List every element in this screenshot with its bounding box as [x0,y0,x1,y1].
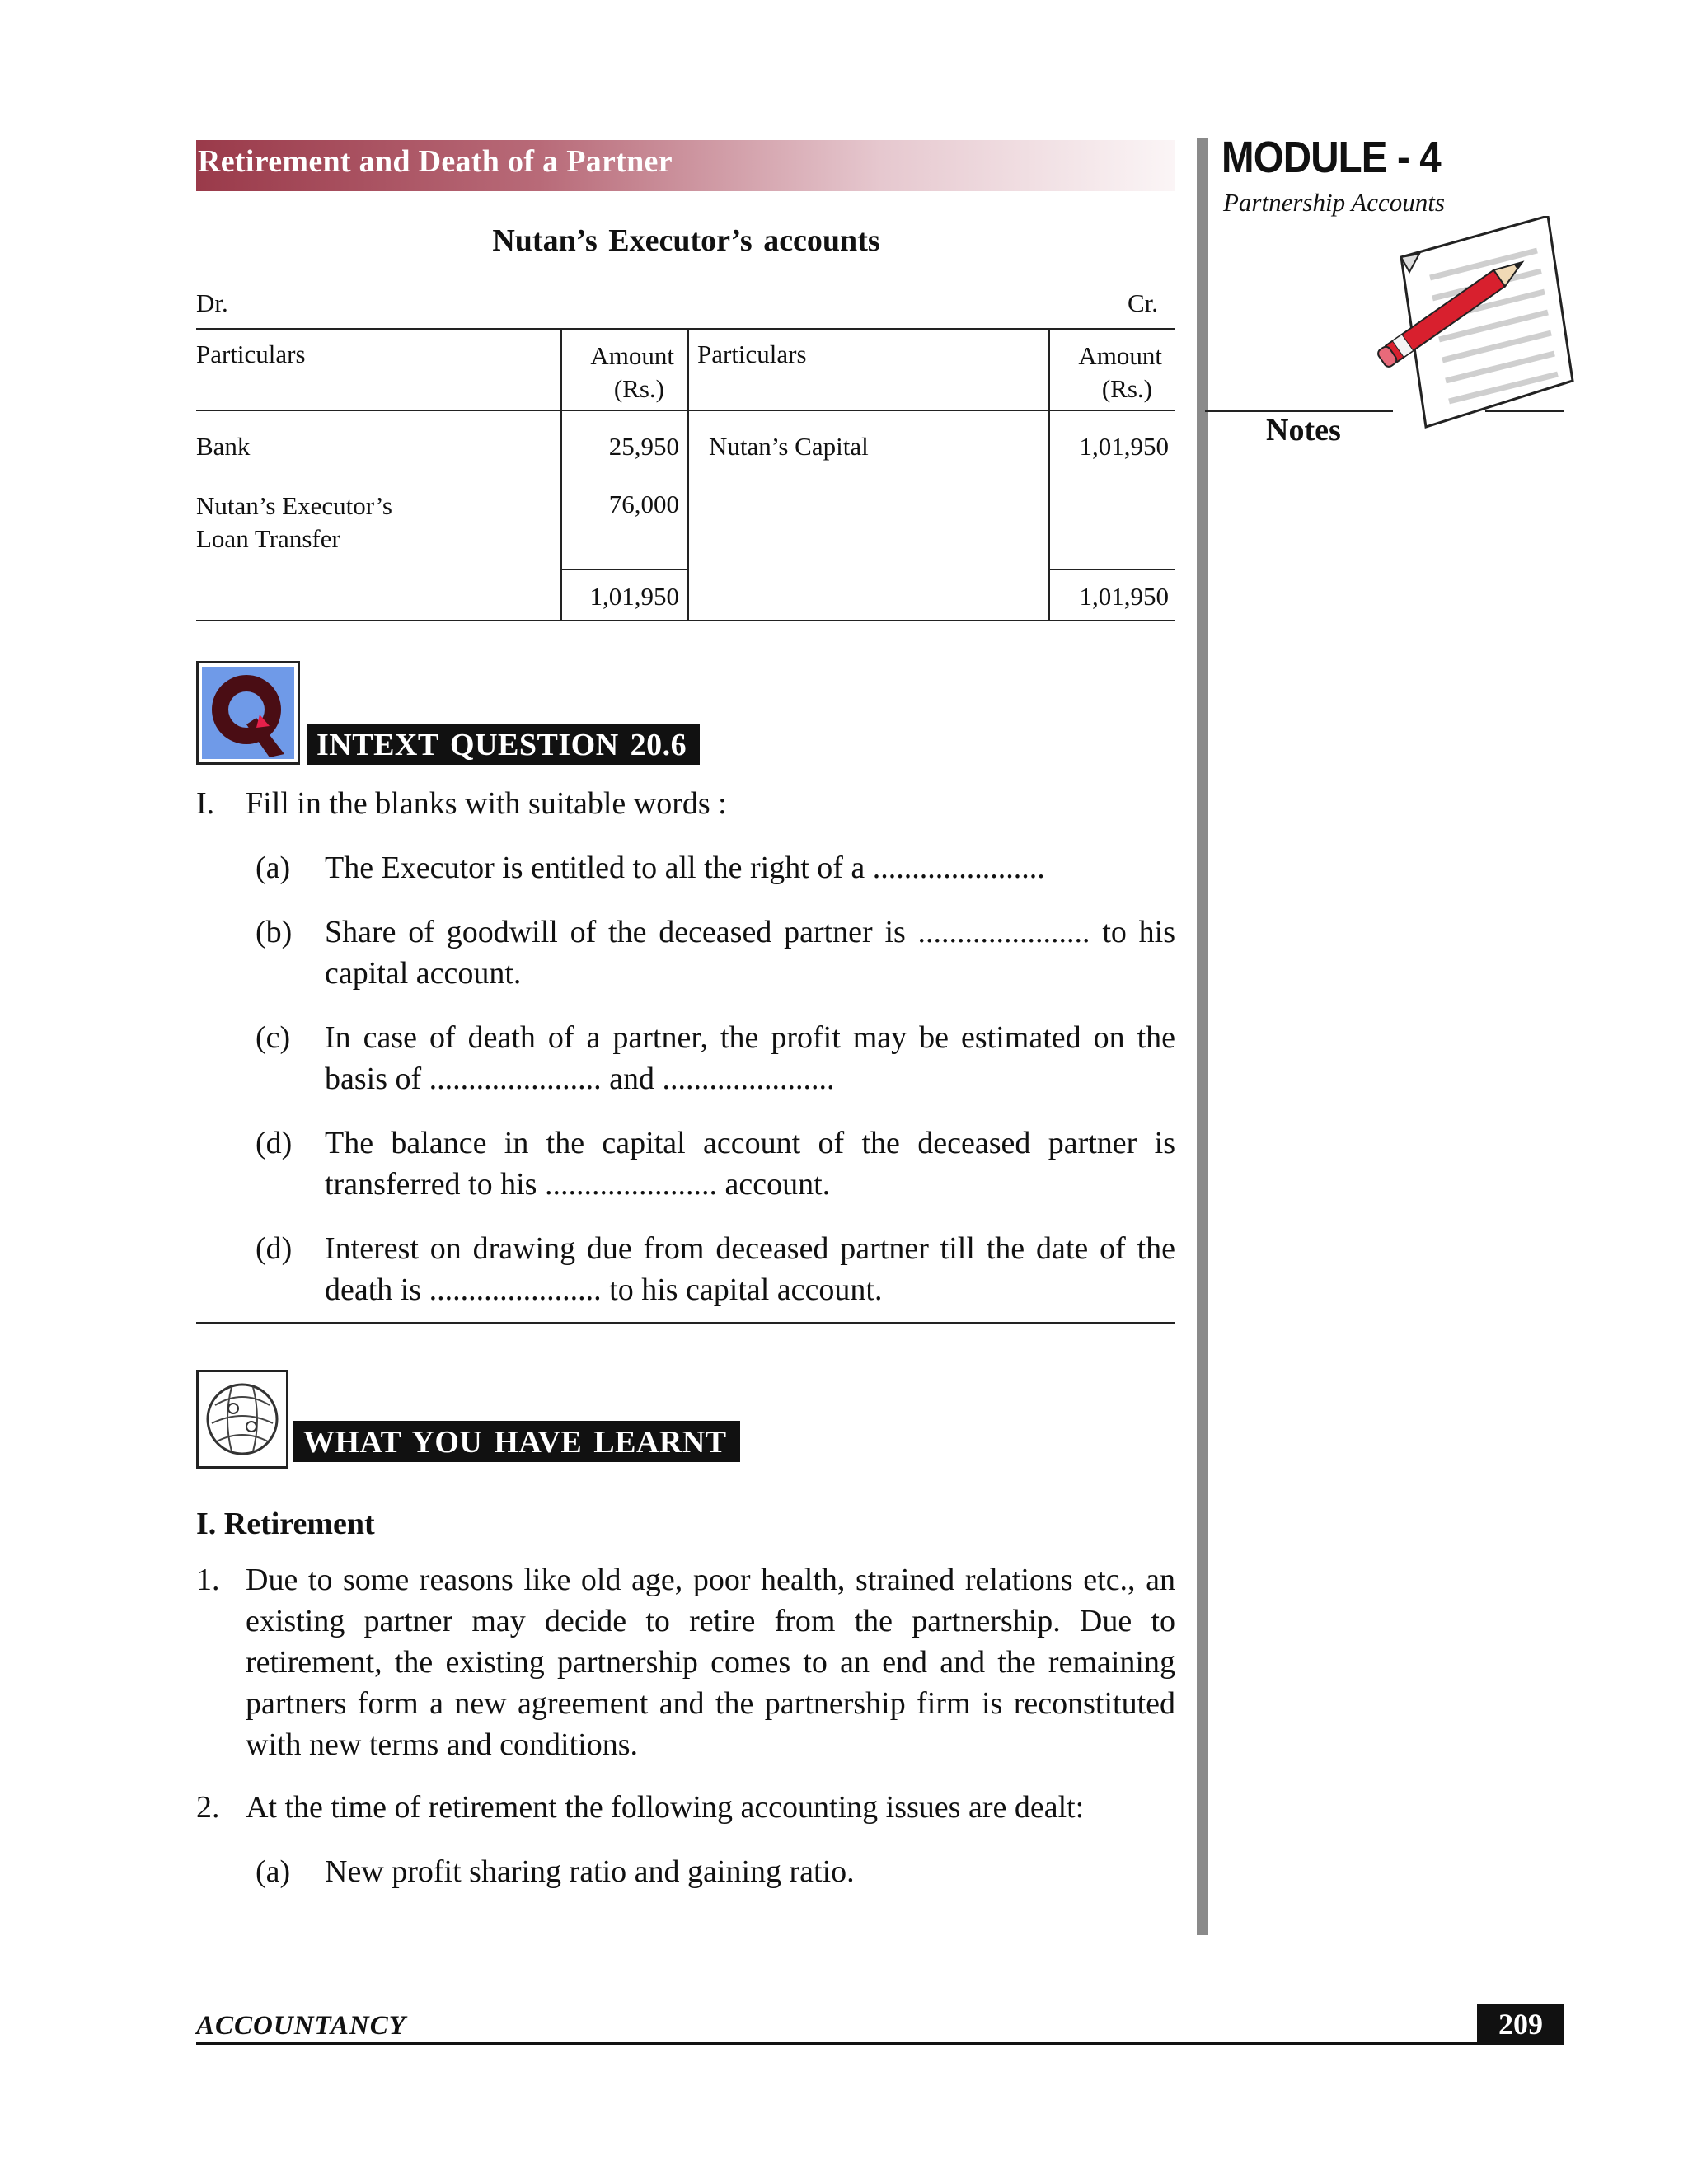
chapter-title: Retirement and Death of a Partner [198,144,673,179]
footer-subject: ACCOUNTANCY [196,2011,406,2041]
ledger-col-divider-2 [687,328,689,621]
ledger-debit-total-rule [560,569,689,570]
question-item-text: Share of goodwill of the deceased partner is ...................... to his capital account. [325,915,1175,991]
question-item-text: The balance in the capital account of the deceased partner is transferred to his ...................... account. [325,1126,1175,1202]
credit-row-amount: 1,01,950 [1079,432,1169,461]
column-header-particulars-credit: Particulars [697,340,807,368]
section-heading: I. Retirement [196,1507,375,1541]
question-text: Fill in the blanks with suitable words : [246,786,727,821]
intext-question-banner: INTEXT QUESTION 20.6 [307,724,700,765]
column-header-amount-credit: Amount (Rs.) [1078,341,1162,403]
page-number: 209 [1477,2004,1564,2044]
question-item-label: (a) [256,851,291,885]
module-title: MODULE - 4 [1221,133,1441,182]
learnt-subpoint-text: New profit sharing ratio and gaining ratio. [325,1854,855,1889]
question-icon [196,661,300,765]
column-header-amount-debit: Amount (Rs.) [590,341,674,403]
ledger-header-rule [196,410,1175,411]
learnt-point-number: 1. [196,1563,220,1597]
notes-rule-right [1485,410,1564,412]
question-number: I. [196,786,215,821]
learnt-subpoint-label: (a) [256,1854,291,1889]
debit-label: Dr. [196,288,228,317]
question-item-label: (d) [256,1126,293,1160]
footer-rule [196,2042,1564,2045]
notes-label: Notes [1266,413,1341,448]
notes-pencil-icon [1360,216,1574,438]
question-item-text: The Executor is entitled to all the right of a ...................... [325,851,1045,885]
question-item-label: (c) [256,1020,291,1055]
question-item-text: Interest on drawing due from deceased partner till the date of the death is ...................... to his capital account. [325,1231,1175,1307]
debit-row-particular: Bank [196,432,251,461]
learnt-point-number: 2. [196,1790,220,1825]
ledger-top-rule [196,328,1175,330]
credit-row-particular: Nutan’s Capital [709,432,869,461]
learnt-icon [196,1370,288,1469]
column-header-particulars-debit: Particulars [196,340,306,368]
learnt-point-text: Due to some reasons like old age, poor health, strained relations etc., an existing partner may decide to retire from the partnership. Due to retirement, the existing partnership comes to an end and the remaining partners form a new agreement and the partnership firm is reconstituted with new terms and conditions. [246,1563,1175,1762]
credit-label: Cr. [1128,288,1159,317]
debit-row-amount: 76,000 [608,490,679,518]
debit-row-amount: 25,950 [608,432,679,461]
module-subtitle: Partnership Accounts [1223,188,1445,217]
question-item-label: (d) [256,1231,293,1266]
ledger-bottom-rule [196,620,1175,621]
question-item-label: (b) [256,915,293,949]
section-divider [196,1322,1175,1324]
ledger-title: Nutan’s Executor’s accounts [492,223,880,258]
debit-total: 1,01,950 [589,582,679,611]
learnt-banner: WHAT YOU HAVE LEARNT [293,1421,740,1462]
ledger-credit-total-rule [1048,569,1175,570]
debit-row-particular: Nutan’s Executor’s Loan Transfer [196,491,392,553]
credit-total: 1,01,950 [1079,582,1169,611]
question-item-text: In case of death of a partner, the profit may be estimated on the basis of ...................... and ...................... [325,1020,1175,1096]
learnt-point-text: At the time of retirement the following accounting issues are dealt: [246,1790,1085,1825]
margin-divider [1197,138,1208,1935]
